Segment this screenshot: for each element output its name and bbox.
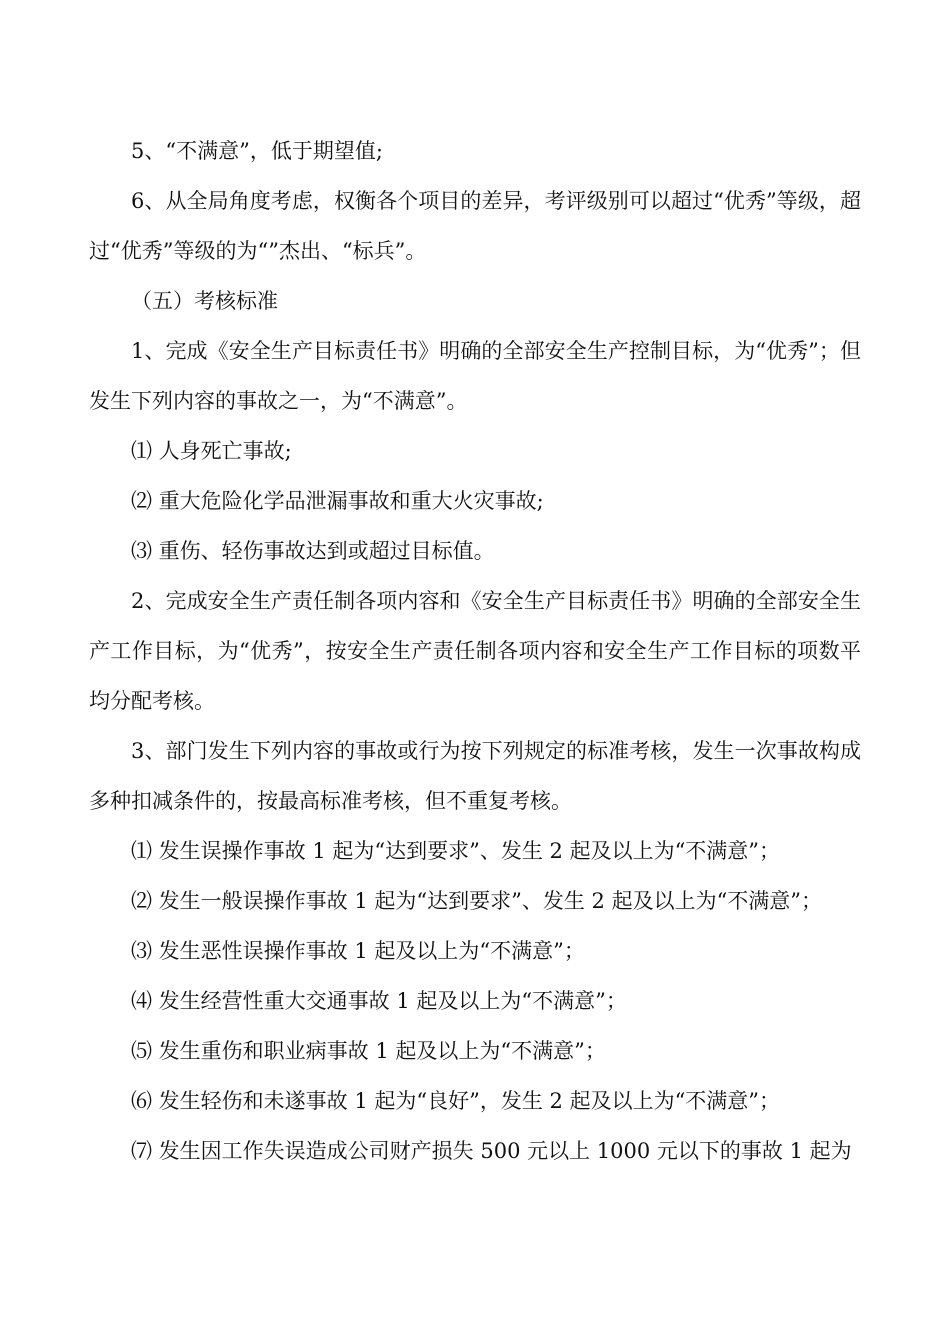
paragraph: 6、从全局角度考虑，权衡各个项目的差异，考评级别可以超过“优秀”等级，超过“优秀”等级的为“”杰出、“标兵”。	[89, 189, 861, 263]
list-item: ⑵ 发生一般误操作事故 1 起为“达到要求”、发生 2 起及以上为“不满意”；	[131, 889, 823, 913]
section-heading: （五）考核标准	[131, 289, 278, 313]
list-item: ⑷ 发生经营性重大交通事故 1 起及以上为“不满意”；	[131, 989, 627, 1013]
paragraph: 5、“不满意”，低于期望值;	[131, 139, 383, 163]
list-item: ⑴ 发生误操作事故 1 起为“达到要求”、发生 2 起及以上为“不满意”；	[131, 839, 781, 863]
list-item: ⑺ 发生因工作失误造成公司财产损失 500 元以上 1000 元以下的事故 1 起为	[131, 1139, 852, 1163]
list-item: ⑶ 重伤、轻伤事故达到或超过目标值。	[131, 539, 495, 563]
document-body	[89, 126, 861, 1176]
list-item: ⑶ 发生恶性误操作事故 1 起及以上为“不满意”；	[131, 939, 585, 963]
paragraph: 1、完成《安全生产目标责任书》明确的全部安全生产控制目标，为“优秀”；但发生下列内容的事故之一，为“不满意”。	[89, 339, 861, 413]
list-item: ⑸ 发生重伤和职业病事故 1 起及以上为“不满意”；	[131, 1039, 606, 1063]
list-item: ⑹ 发生轻伤和未遂事故 1 起为“良好”，发生 2 起及以上为“不满意”；	[131, 1089, 781, 1113]
list-item: ⑵ 重大危险化学品泄漏事故和重大火灾事故;	[131, 489, 544, 513]
list-item: ⑴ 人身死亡事故;	[131, 439, 292, 463]
paragraph: 3、部门发生下列内容的事故或行为按下列规定的标准考核，发生一次事故构成多种扣减条件的，按最高标准考核，但不重复考核。	[89, 739, 861, 813]
paragraph: 2、完成安全生产责任制各项内容和《安全生产目标责任书》明确的全部安全生产工作目标，为“优秀”，按安全生产责任制各项内容和安全生产工作目标的项数平均分配考核。	[89, 589, 861, 713]
